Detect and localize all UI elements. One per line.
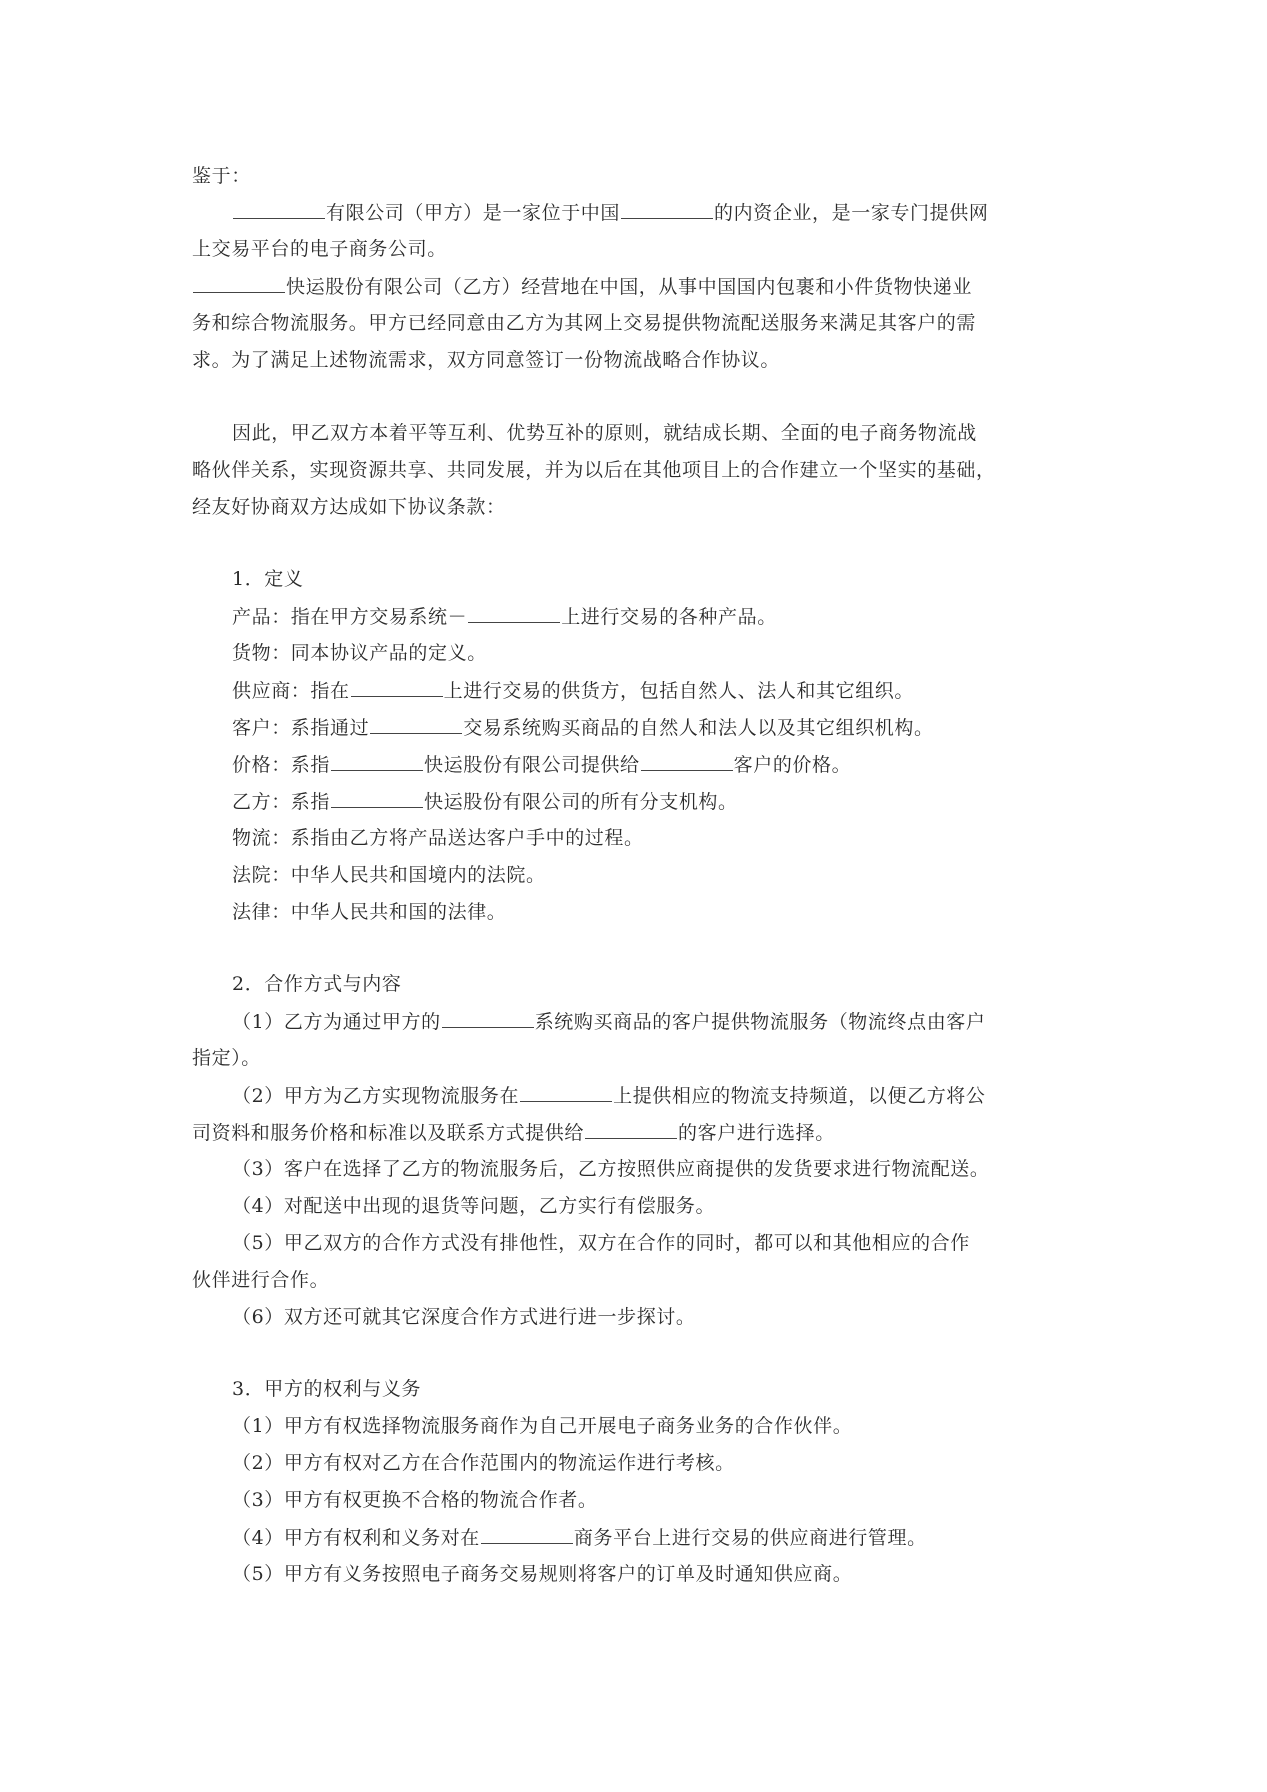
rights-item-3: （3）甲方有权更换不合格的物流合作者。 xyxy=(232,1489,598,1511)
preamble-party-a-line-2: 上交易平台的电子商务公司。 xyxy=(192,238,447,260)
definition-goods: 货物：同本协议产品的定义。 xyxy=(232,642,487,664)
blank-field xyxy=(481,1525,573,1544)
definition-price: 价格：系指 快运股份有限公司提供给 客户的价格。 xyxy=(232,754,852,776)
definition-supplier: 供应商：指在 上进行交易的供货方，包括自然人、法人和其它组织。 xyxy=(232,680,915,702)
rights-item-1: （1）甲方有权选择物流服务商作为自己开展电子商务业务的合作伙伴。 xyxy=(232,1415,853,1437)
purpose-line-2: 略伙伴关系，实现资源共享、共同发展，并为以后在其他项目上的合作建立一个坚实的基础， xyxy=(192,459,996,481)
blank-field xyxy=(585,1120,677,1139)
blank-field xyxy=(641,752,733,771)
cooperation-item-1-line-1: （1）乙方为通过甲方的 系统购买商品的客户提供物流服务（物流终点由客户 xyxy=(232,1011,986,1033)
cooperation-item-5-line-2: 伙伴进行合作。 xyxy=(192,1269,330,1291)
cooperation-item-2-line-1: （2）甲方为乙方实现物流服务在 上提供相应的物流支持频道，以便乙方将公 xyxy=(232,1085,986,1107)
section-1-title: 1．定义 xyxy=(232,568,304,590)
definition-customer: 客户：系指通过 交易系统购买商品的自然人和法人以及其它组织机构。 xyxy=(232,717,934,739)
blank-field xyxy=(331,789,423,808)
definition-court: 法院：中华人民共和国境内的法院。 xyxy=(232,864,546,886)
definition-law: 法律：中华人民共和国的法律。 xyxy=(232,901,507,923)
blank-field xyxy=(442,1009,534,1028)
cooperation-item-4: （4）对配送中出现的退货等问题，乙方实行有偿服务。 xyxy=(232,1195,716,1217)
cooperation-item-3: （3）客户在选择了乙方的物流服务后，乙方按照供应商提供的发货要求进行物流配送。 xyxy=(232,1158,990,1180)
blank-field xyxy=(621,200,713,219)
rights-item-4: （4）甲方有权利和义务对在 商务平台上进行交易的供应商进行管理。 xyxy=(232,1527,927,1549)
purpose-line-3: 经友好协商双方达成如下协议条款： xyxy=(192,496,506,518)
blank-field xyxy=(193,274,285,293)
rights-item-2: （2）甲方有权对乙方在合作范围内的物流运作进行考核。 xyxy=(232,1452,735,1474)
blank-field xyxy=(520,1083,612,1102)
definition-party-b: 乙方：系指 快运股份有限公司的所有分支机构。 xyxy=(232,791,738,813)
blank-field xyxy=(370,715,462,734)
preamble-party-b-line-1: 快运股份有限公司（乙方）经营地在中国，从事中国国内包裹和小件货物快递业 xyxy=(192,274,972,299)
blank-field xyxy=(468,604,560,623)
section-2-title: 2．合作方式与内容 xyxy=(232,973,402,995)
cooperation-item-2-line-2: 司资料和服务价格和标准以及联系方式提供给 的客户进行选择。 xyxy=(192,1122,835,1144)
blank-field xyxy=(233,200,325,219)
preamble-party-b-line-2: 务和综合物流服务。甲方已经同意由乙方为其网上交易提供物流配送服务来满足其客户的需 xyxy=(192,312,977,334)
purpose-line-1: 因此，甲乙双方本着平等互利、优势互补的原则，就结成长期、全面的电子商务物流战 xyxy=(232,422,977,444)
blank-field xyxy=(331,752,423,771)
preamble-heading: 鉴于： xyxy=(192,165,251,187)
rights-item-5: （5）甲方有义务按照电子商务交易规则将客户的订单及时通知供应商。 xyxy=(232,1563,853,1585)
preamble-party-b-line-3: 求。为了满足上述物流需求，双方同意签订一份物流战略合作协议。 xyxy=(192,349,781,371)
cooperation-item-1-line-2: 指定）。 xyxy=(192,1047,261,1069)
definition-product: 产品：指在甲方交易系统－ 上进行交易的各种产品。 xyxy=(232,606,777,628)
preamble-party-a-line-1: 有限公司（甲方）是一家位于中国 的内资企业，是一家专门提供网 xyxy=(232,200,988,225)
definition-logistics: 物流：系指由乙方将产品送达客户手中的过程。 xyxy=(232,827,644,849)
blank-field xyxy=(351,678,443,697)
section-3-title: 3．甲方的权利与义务 xyxy=(232,1378,422,1400)
cooperation-item-6: （6）双方还可就其它深度合作方式进行进一步探讨。 xyxy=(232,1306,696,1328)
cooperation-item-5-line-1: （5）甲乙双方的合作方式没有排他性，双方在合作的同时，都可以和其他相应的合作 xyxy=(232,1232,970,1254)
